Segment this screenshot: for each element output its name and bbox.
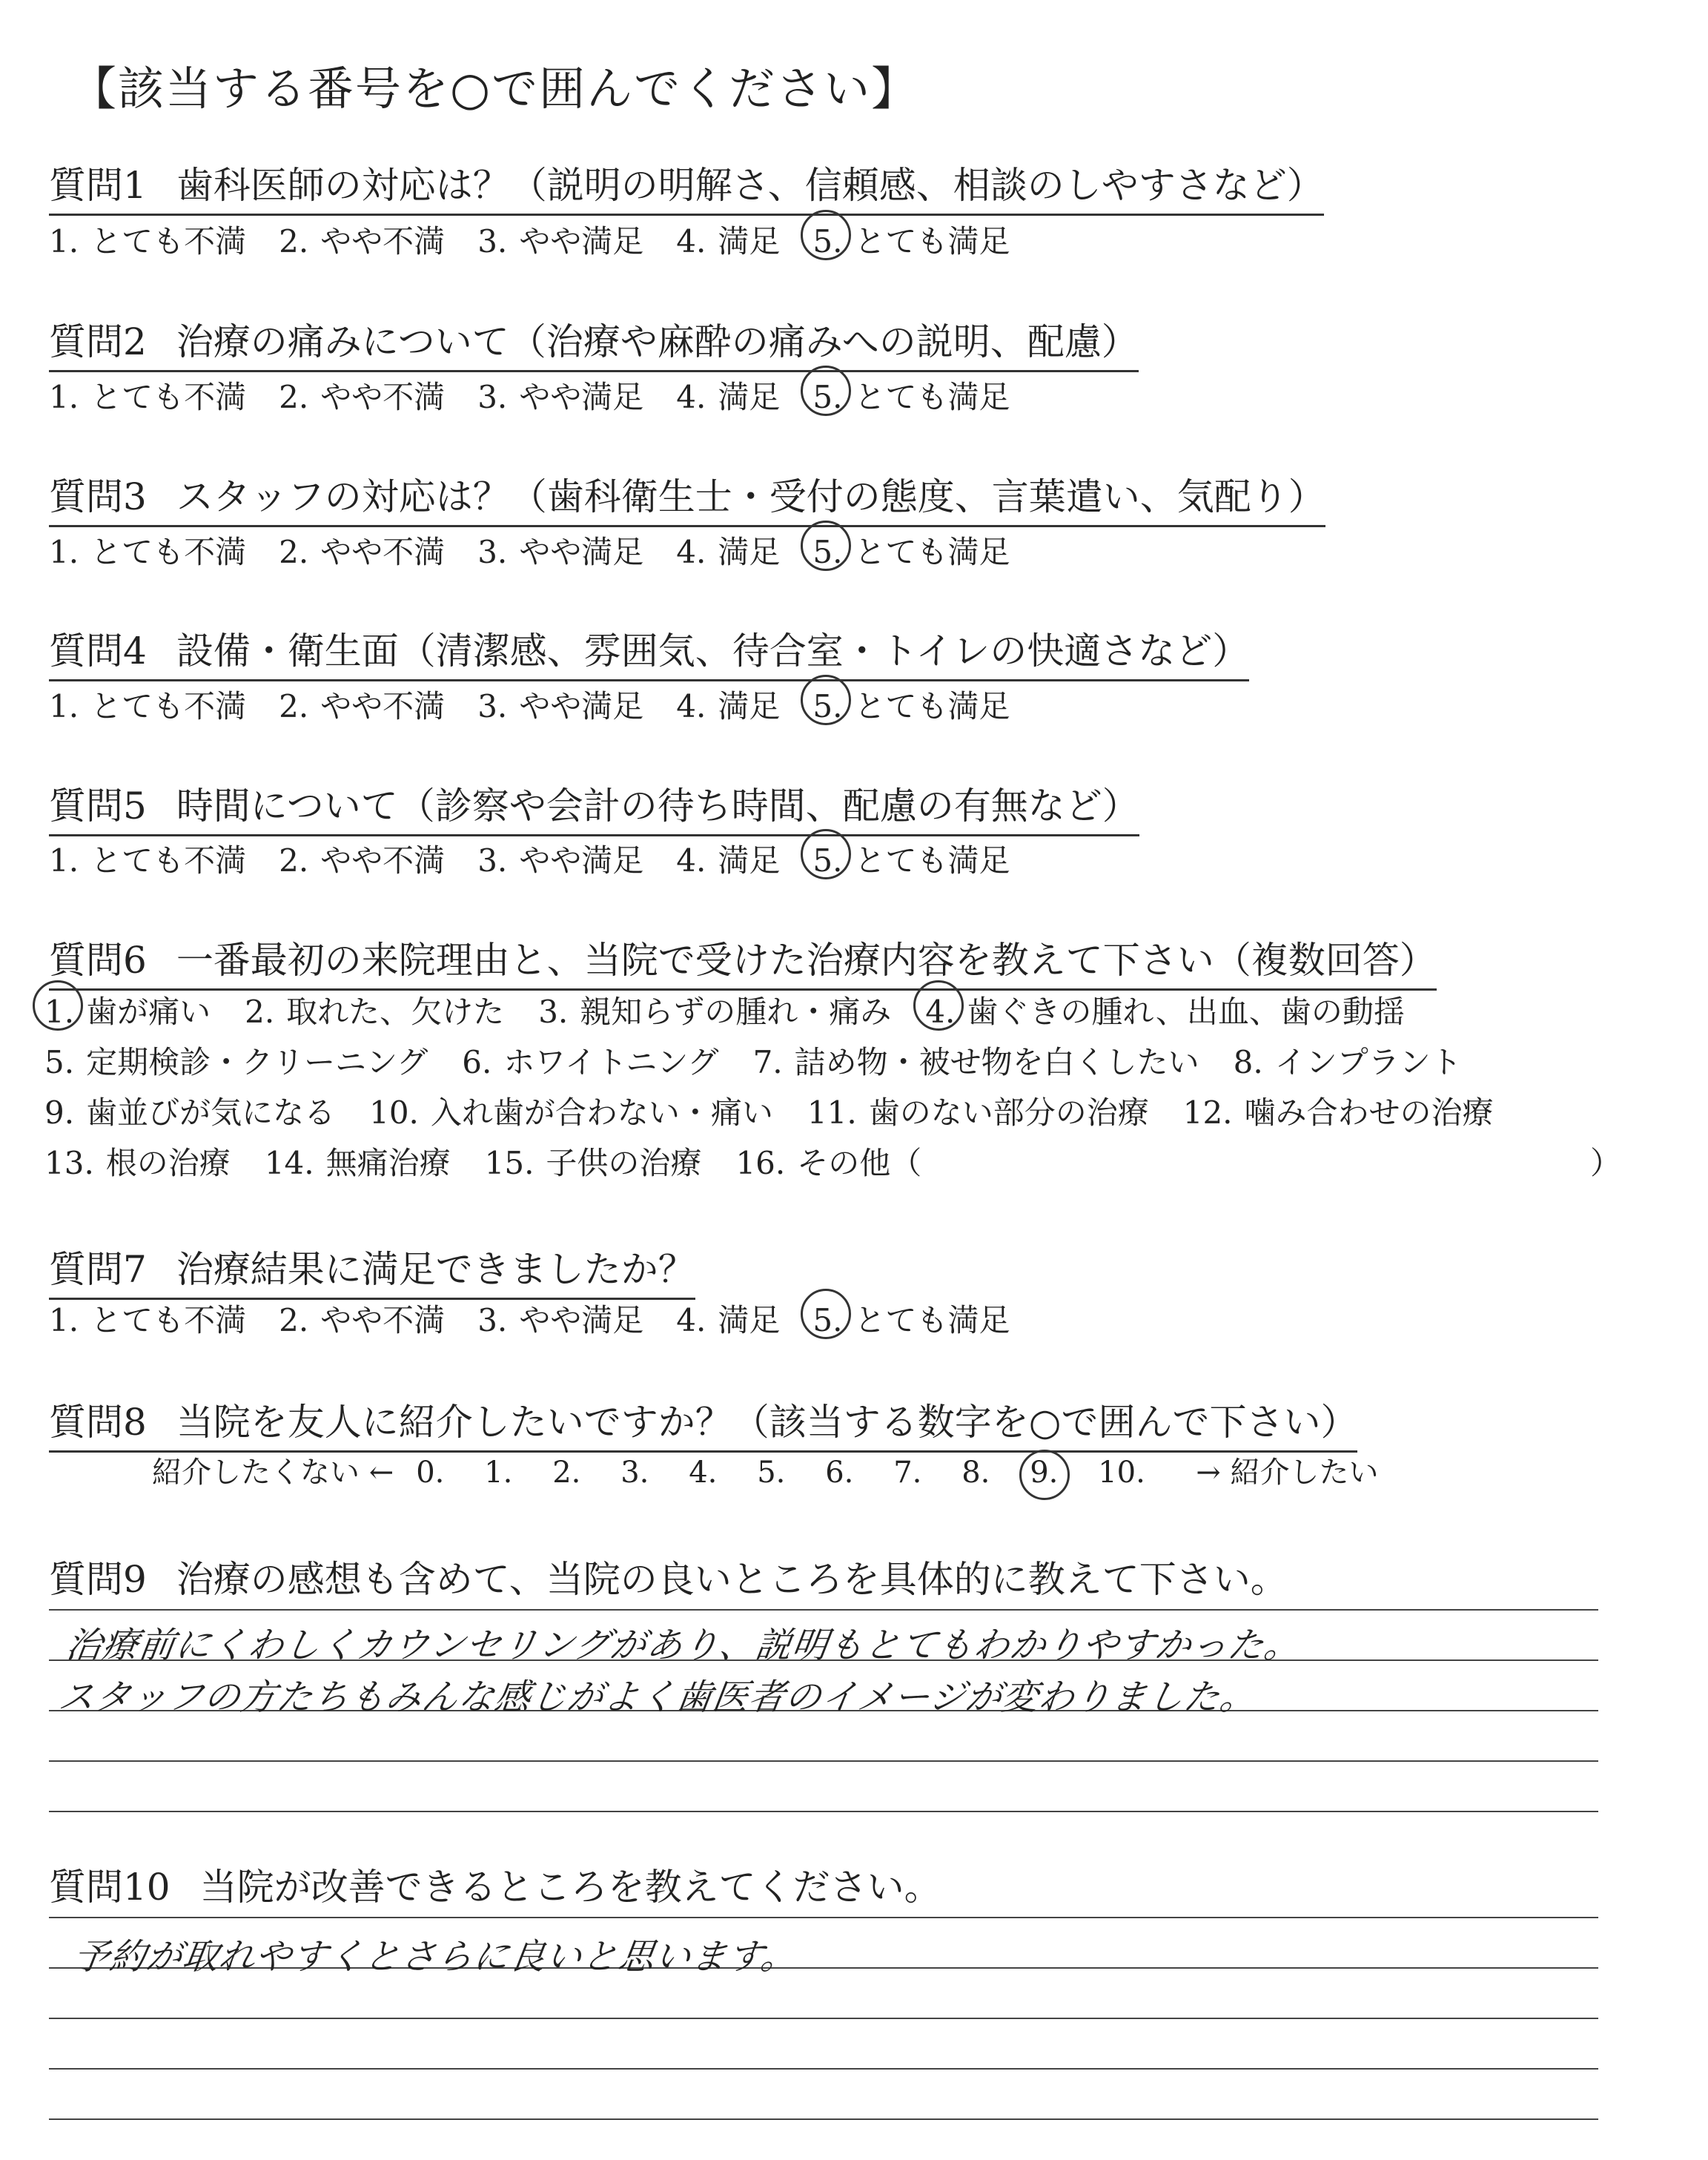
- handwritten-answer: スタッフの方たちもみんな感じがよく歯医者のイメージが変わりました。: [56, 1677, 1260, 1718]
- selection-circle: [33, 980, 83, 1031]
- question-number: 質問1: [49, 164, 147, 207]
- option-label: 満足: [718, 223, 781, 260]
- option-label: 定期検診・クリーニング: [86, 1044, 428, 1080]
- option-number: 2.: [279, 688, 309, 724]
- scale-left-label: 紹介したくない ←: [152, 1456, 394, 1490]
- answer-option[interactable]: [477, 836, 643, 881]
- q6-option[interactable]: [44, 1038, 428, 1083]
- selection-circle: [913, 980, 964, 1031]
- q6-options-row: [44, 1038, 1496, 1083]
- option-label: やや不満: [320, 688, 446, 724]
- answer-options: [49, 528, 1042, 572]
- option-number: 4.: [676, 379, 706, 415]
- option-number: 7.: [752, 1044, 783, 1080]
- scale-number[interactable]: [825, 1456, 893, 1490]
- option-number: 12.: [1182, 1094, 1233, 1131]
- question-number: 質問5: [49, 785, 147, 828]
- option-number: 2.: [279, 223, 309, 260]
- scale-number-text: 0.: [416, 1456, 445, 1490]
- question-title: [49, 1857, 941, 1911]
- answer-option[interactable]: [49, 217, 246, 262]
- option-label: 取れた、欠けた: [286, 994, 505, 1030]
- q6-options-row: [44, 1139, 956, 1183]
- question-title: [49, 1240, 695, 1300]
- option-label: とても満足: [854, 842, 1010, 879]
- question-text: スタッフの対応は？（歯科衛生士・受付の態度、言葉遣い、気配り）: [176, 475, 1325, 518]
- answer-option[interactable]: [279, 836, 445, 881]
- question-title: [49, 156, 1324, 216]
- option-number: 3.: [477, 223, 508, 260]
- q6-option[interactable]: [265, 1139, 451, 1183]
- option-number: 3.: [538, 994, 569, 1030]
- option-label: とても満足: [854, 1302, 1010, 1338]
- option-number: 10.: [369, 1094, 419, 1131]
- answer-option[interactable]: [49, 682, 246, 727]
- q6-option[interactable]: [44, 1139, 231, 1183]
- option-number: 1.: [49, 842, 79, 879]
- option-number: 13.: [44, 1145, 94, 1181]
- option-number: 4.: [676, 842, 706, 879]
- scale-number-text: 9.: [1030, 1456, 1059, 1490]
- question-title: [49, 621, 1249, 681]
- option-label: とても不満: [90, 842, 247, 879]
- option-label: やや満足: [519, 1302, 644, 1338]
- question-number: 質問2: [49, 320, 147, 363]
- scale-number-text: 5.: [757, 1456, 786, 1490]
- other-close-paren: ）: [1590, 1145, 1622, 1181]
- answer-option[interactable]: [49, 1296, 246, 1341]
- answer-option[interactable]: [279, 373, 445, 417]
- question-number: 質問3: [49, 475, 147, 518]
- option-number: 8.: [1233, 1044, 1263, 1080]
- recommend-scale: [152, 1449, 1378, 1491]
- scale-number[interactable]: [1030, 1456, 1098, 1490]
- answer-option[interactable]: [49, 528, 246, 572]
- option-number: 1.: [49, 534, 79, 570]
- scale-number-text: 2.: [552, 1456, 581, 1490]
- question-title: [49, 467, 1325, 527]
- scale-number[interactable]: [757, 1456, 825, 1490]
- option-number: 9.: [44, 1094, 75, 1131]
- option-number: 1.: [44, 994, 75, 1030]
- option-number: 1.: [49, 1302, 79, 1338]
- option-label: 満足: [718, 688, 781, 724]
- option-number: 5.: [812, 688, 843, 724]
- option-number: 5.: [812, 842, 843, 879]
- question-text: 当院が改善できるところを教えてください。: [199, 1866, 941, 1909]
- answer-option[interactable]: [812, 836, 1010, 881]
- option-number: 11.: [807, 1094, 857, 1131]
- answer-option[interactable]: [676, 836, 780, 881]
- option-label: とても満足: [854, 534, 1010, 570]
- option-label: 歯のない部分の治療: [868, 1094, 1149, 1131]
- question-text: 治療の感想も含めて、当院の良いところを具体的に教えて下さい。: [176, 1558, 1288, 1601]
- option-label: 満足: [718, 534, 781, 570]
- q6-option[interactable]: [44, 988, 211, 1032]
- q6-option[interactable]: [1234, 1038, 1462, 1083]
- scale-number-text: 8.: [961, 1456, 990, 1490]
- answer-line: [49, 2068, 1598, 2070]
- scale-right-label: → 紹介したい: [1196, 1456, 1379, 1490]
- answer-option[interactable]: [812, 1296, 1010, 1341]
- option-number: 15.: [484, 1145, 534, 1181]
- option-label: とても不満: [90, 1302, 247, 1338]
- q6-option[interactable]: [369, 1089, 773, 1133]
- handwritten-answer: 治療前にくわしくカウンセリングがあり、説明もとてもわかりやすかった。: [63, 1625, 1304, 1666]
- q6-option[interactable]: [245, 988, 504, 1032]
- question-text: 当院を友人に紹介したいですか？（該当する数字を○で囲んで下さい）: [176, 1401, 1358, 1444]
- scale-number-text: 10.: [1098, 1456, 1145, 1490]
- option-number: 4.: [925, 994, 956, 1030]
- q6-option[interactable]: [1183, 1089, 1494, 1133]
- option-number: 4.: [676, 688, 706, 724]
- option-label: とても満足: [854, 379, 1010, 415]
- option-label: 満足: [718, 379, 781, 415]
- question-title: [49, 1550, 1288, 1603]
- answer-options: [49, 836, 1042, 881]
- question-number: 質問8: [49, 1401, 147, 1444]
- answer-line: [49, 1609, 1598, 1611]
- option-number: 2.: [279, 534, 309, 570]
- answer-option[interactable]: [676, 1296, 780, 1341]
- answer-option[interactable]: [676, 682, 780, 727]
- option-label: やや満足: [519, 379, 644, 415]
- answer-line: [49, 2118, 1598, 2120]
- answer-option[interactable]: [477, 217, 643, 262]
- option-label: インプラント: [1274, 1044, 1462, 1080]
- option-label: 満足: [718, 1302, 781, 1338]
- option-label: 入れ歯が合わない・痛い: [430, 1094, 773, 1131]
- answer-option[interactable]: [477, 373, 643, 417]
- answer-options: [49, 373, 1042, 417]
- option-label: やや満足: [519, 842, 644, 879]
- q6-options-row: [44, 988, 1439, 1032]
- option-label: その他（: [797, 1145, 922, 1181]
- option-number: 2.: [279, 1302, 309, 1338]
- option-number: 1.: [49, 379, 79, 415]
- q6-option[interactable]: [925, 988, 1405, 1032]
- handwritten-answer: 予約が取れやすくとさらに良いと思います。: [70, 1936, 801, 1978]
- answer-option[interactable]: [279, 682, 445, 727]
- option-number: 16.: [735, 1145, 786, 1181]
- option-label: やや不満: [320, 1302, 446, 1338]
- option-label: 詰め物・被せ物を白くしたい: [794, 1044, 1199, 1080]
- q6-option[interactable]: [462, 1038, 718, 1083]
- option-label: 歯ぐきの腫れ、出血、歯の動揺: [967, 994, 1405, 1030]
- option-number: 2.: [245, 994, 275, 1030]
- option-number: 3.: [477, 688, 508, 724]
- option-label: とても不満: [90, 688, 247, 724]
- option-number: 2.: [279, 379, 309, 415]
- scale-number[interactable]: [620, 1456, 689, 1490]
- answer-options: [49, 217, 1042, 262]
- scale-number-text: 4.: [689, 1456, 718, 1490]
- option-label: やや不満: [320, 842, 446, 879]
- question-text: 歯科医師の対応は？（説明の明解さ、信頼感、相談のしやすさなど）: [176, 164, 1324, 207]
- option-number: 2.: [279, 842, 309, 879]
- option-label: 噛み合わせの治療: [1244, 1094, 1494, 1131]
- q6-option[interactable]: [485, 1139, 702, 1183]
- selection-circle: [1019, 1450, 1070, 1500]
- scale-number[interactable]: [416, 1456, 484, 1490]
- answer-option[interactable]: [279, 217, 445, 262]
- option-label: やや満足: [519, 688, 644, 724]
- answer-line: [49, 1917, 1598, 1918]
- selection-circle: [801, 366, 851, 416]
- answer-option[interactable]: [279, 528, 445, 572]
- option-number: 6.: [462, 1044, 492, 1080]
- option-label: ホワイトニング: [503, 1044, 719, 1080]
- option-number: 14.: [264, 1145, 314, 1181]
- option-number: 3.: [477, 534, 508, 570]
- answer-option[interactable]: [676, 528, 780, 572]
- option-label: 満足: [718, 842, 781, 879]
- selection-circle: [801, 829, 851, 879]
- option-label: とても不満: [90, 534, 247, 570]
- option-number: 5.: [44, 1044, 75, 1080]
- question-text: 一番最初の来院理由と、当院で受けた治療内容を教えて下さい（複数回答）: [176, 939, 1437, 982]
- scale-number[interactable]: [893, 1456, 961, 1490]
- option-number: 4.: [676, 223, 706, 260]
- answer-option[interactable]: [49, 373, 246, 417]
- scale-number[interactable]: [484, 1456, 552, 1490]
- option-number: 1.: [49, 688, 79, 724]
- answer-option[interactable]: [812, 682, 1010, 727]
- option-label: とても満足: [854, 223, 1010, 260]
- question-title: [49, 312, 1139, 372]
- answer-options: [49, 682, 1042, 727]
- option-label: やや不満: [320, 534, 446, 570]
- answer-option[interactable]: [477, 682, 643, 727]
- option-number: 5.: [812, 379, 843, 415]
- selection-circle: [801, 1289, 851, 1339]
- answer-options: [49, 1296, 1042, 1341]
- answer-option[interactable]: [812, 217, 1010, 262]
- q6-option[interactable]: [753, 1038, 1199, 1083]
- option-number: 4.: [676, 534, 706, 570]
- answer-option[interactable]: [477, 528, 643, 572]
- answer-line: [49, 1811, 1598, 1812]
- answer-option[interactable]: [477, 1296, 643, 1341]
- scale-number[interactable]: [689, 1456, 757, 1490]
- q6-option[interactable]: [735, 1139, 921, 1183]
- option-number: 3.: [477, 1302, 508, 1338]
- question-title: [49, 931, 1437, 991]
- selection-circle: [801, 675, 851, 725]
- option-number: 5.: [812, 1302, 843, 1338]
- option-number: 3.: [477, 842, 508, 879]
- answer-option[interactable]: [812, 528, 1010, 572]
- q6-option[interactable]: [538, 988, 891, 1032]
- answer-option[interactable]: [812, 373, 1010, 417]
- option-label: やや満足: [519, 223, 644, 260]
- scale-number[interactable]: [1098, 1456, 1166, 1490]
- option-label: やや満足: [519, 534, 644, 570]
- option-number: 1.: [49, 223, 79, 260]
- question-text: 設備・衛生面（清潔感、雰囲気、待合室・トイレの快適さなど）: [176, 630, 1250, 673]
- option-number: 4.: [676, 1302, 706, 1338]
- answer-option[interactable]: [279, 1296, 445, 1341]
- selection-circle: [801, 521, 851, 571]
- option-label: とても不満: [90, 379, 247, 415]
- question-number: 質問7: [49, 1248, 147, 1291]
- scale-numbers: [416, 1456, 1166, 1490]
- option-label: とても不満: [90, 223, 247, 260]
- question-text: 治療結果に満足できましたか？: [176, 1248, 695, 1291]
- scale-number[interactable]: [552, 1456, 620, 1490]
- q6-option[interactable]: [807, 1089, 1149, 1133]
- answer-option[interactable]: [676, 373, 780, 417]
- scale-number-text: 6.: [825, 1456, 854, 1490]
- option-label: 歯が痛い: [86, 994, 211, 1030]
- option-label: とても満足: [854, 688, 1010, 724]
- option-number: 5.: [812, 534, 843, 570]
- option-label: 根の治療: [105, 1145, 231, 1181]
- answer-option[interactable]: [676, 217, 780, 262]
- page-title: 【該当する番号を○で囲んでください】: [70, 62, 919, 116]
- option-label: 歯並びが気になる: [86, 1094, 336, 1131]
- question-number: 質問9: [49, 1558, 147, 1601]
- option-label: 無痛治療: [325, 1145, 451, 1181]
- q6-options-row: [44, 1089, 1528, 1133]
- option-label: やや不満: [320, 379, 446, 415]
- scale-number-text: 7.: [893, 1456, 922, 1490]
- question-number: 質問4: [49, 630, 147, 673]
- option-number: 3.: [477, 379, 508, 415]
- answer-line: [49, 2018, 1598, 2019]
- option-label: 親知らずの腫れ・痛み: [580, 994, 892, 1030]
- question-number: 質問6: [49, 939, 147, 982]
- q6-option[interactable]: [44, 1089, 335, 1133]
- answer-option[interactable]: [49, 836, 246, 881]
- question-title: [49, 776, 1139, 836]
- answer-line: [49, 1760, 1598, 1762]
- question-number: 質問10: [49, 1866, 171, 1909]
- question-title: [49, 1393, 1357, 1453]
- scale-number-text: 1.: [484, 1456, 513, 1490]
- option-number: 5.: [812, 223, 843, 260]
- question-text: 時間について（診察や会計の待ち時間、配慮の有無など）: [176, 785, 1139, 828]
- scale-number-text: 3.: [620, 1456, 649, 1490]
- question-text: 治療の痛みについて（治療や麻酔の痛みへの説明、配慮）: [176, 320, 1139, 363]
- option-label: 子供の治療: [546, 1145, 702, 1181]
- option-label: やや不満: [320, 223, 446, 260]
- selection-circle: [801, 210, 851, 260]
